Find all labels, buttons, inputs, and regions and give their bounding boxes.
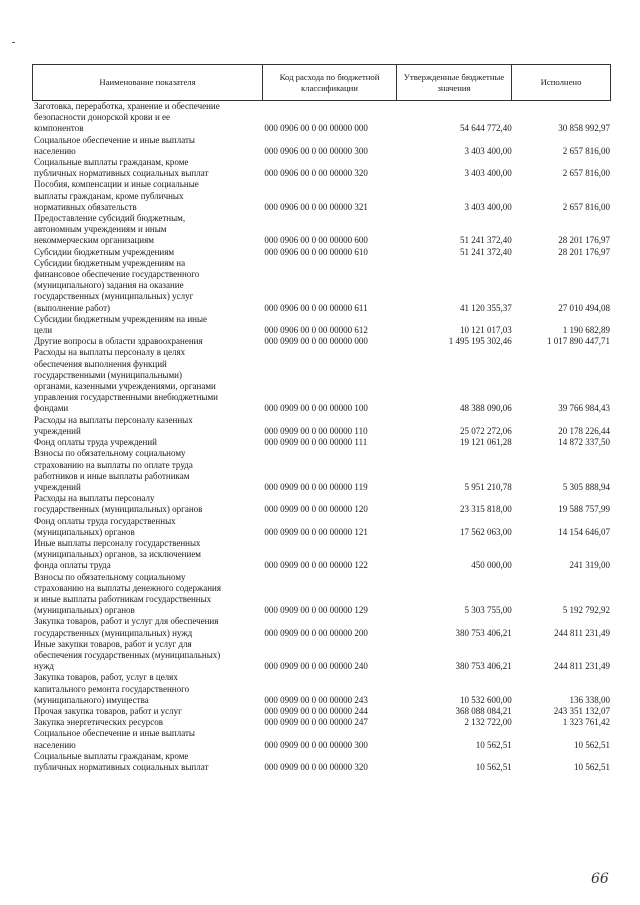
row-executed: 5 192 792,92 xyxy=(562,605,610,616)
row-name-line: Прочая закупка товаров, работ и услуг xyxy=(34,705,182,716)
row-code: 000 0909 00 0 00 00000 129 xyxy=(264,605,368,616)
row-approved: 10 121 017,03 xyxy=(459,325,512,336)
row-name-line: нужд xyxy=(34,661,54,672)
row-approved: 41 120 355,37 xyxy=(459,302,512,313)
row-name xyxy=(32,706,260,717)
table-row xyxy=(32,751,610,773)
row-executed: 27 010 494,08 xyxy=(558,302,610,313)
row-name-line: Предоставление субсидий бюджетным, xyxy=(34,213,186,224)
row-name-line: Расходы на выплаты персоналу в целях xyxy=(34,347,186,358)
row-name xyxy=(32,572,260,617)
row-code: 000 0909 00 0 00 00000 100 xyxy=(264,403,368,414)
row-approved: 3 403 400,00 xyxy=(464,168,512,179)
table-row xyxy=(32,538,610,572)
row-name-line: обеспечения государственных (муниципальных) xyxy=(34,649,221,660)
table-row xyxy=(32,516,610,538)
row-name-line: Фонд оплаты труда государственных xyxy=(34,515,176,526)
row-name-line: финансовое обеспечение государственного xyxy=(34,269,200,280)
row-code: 000 0909 00 0 00 00000 200 xyxy=(264,627,368,638)
row-name-line: компонентов xyxy=(34,123,84,134)
row-executed: 1 190 682,89 xyxy=(562,325,610,336)
row-name-line: Социальные выплаты гражданам, кроме xyxy=(34,750,189,761)
row-approved: 23 315 818,00 xyxy=(459,504,512,515)
header-approved: Утвержденные бюджетные значения xyxy=(397,65,512,101)
row-approved: 10 562,51 xyxy=(475,739,512,750)
row-executed: 10 562,51 xyxy=(574,739,610,750)
row-code: 000 0909 00 0 00 00000 119 xyxy=(264,481,368,492)
row-code: 000 0909 00 0 00 00000 000 xyxy=(264,336,368,347)
row-name-line: населению xyxy=(34,739,76,750)
row-code: 000 0909 00 0 00 00000 111 xyxy=(264,437,368,448)
row-code: 000 0906 00 0 00 00000 610 xyxy=(264,246,368,257)
table-row xyxy=(32,258,610,314)
row-name-line: Закупка товаров, работ и услуг для обеспечения xyxy=(34,616,219,627)
row-name-line: цели xyxy=(34,325,53,336)
row-executed: 30 858 992,97 xyxy=(558,123,610,134)
row-code: 000 0909 00 0 00 00000 240 xyxy=(264,661,368,672)
row-code: 000 0909 00 0 00 00000 243 xyxy=(264,694,368,705)
row-name xyxy=(32,157,260,179)
table-row xyxy=(32,347,610,414)
row-name-line: и иные выплаты работникам государственных xyxy=(34,593,212,604)
row-executed: 10 562,51 xyxy=(574,761,610,772)
table-row xyxy=(32,336,610,347)
header-name: Наименование показателя xyxy=(33,65,263,101)
row-name xyxy=(32,728,260,750)
row-name-line: Закупка товаров, работ, услуг в целях xyxy=(34,672,178,683)
row-name xyxy=(32,247,260,258)
row-name-line: Взносы по обязательному социальному xyxy=(34,448,186,459)
row-approved: 51 241 372,40 xyxy=(459,246,512,257)
table-row xyxy=(32,437,610,448)
row-name-line: публичных нормативных социальных выплат xyxy=(34,761,209,772)
row-code: 000 0906 00 0 00 00000 321 xyxy=(264,201,368,212)
row-name xyxy=(32,672,260,706)
row-name-line: Иные закупки товаров, работ и услуг для xyxy=(34,638,192,649)
row-name-line: (муниципального) задания на оказание xyxy=(34,280,184,291)
row-name-line: автономным учреждениям и иным xyxy=(34,224,167,235)
row-name-line: (выполнение работ) xyxy=(34,302,111,313)
row-code: 000 0909 00 0 00 00000 320 xyxy=(264,761,368,772)
row-name xyxy=(32,347,260,414)
row-name-line: государственных (муниципальных) нужд xyxy=(34,627,193,638)
row-name-line: Пособия, компенсации и иные социальные xyxy=(34,179,199,190)
row-name-line: выплаты гражданам, кроме публичных xyxy=(34,190,184,201)
row-approved: 1 495 195 302,46 xyxy=(448,336,512,347)
row-name xyxy=(32,538,260,572)
row-executed: 1 323 761,42 xyxy=(562,717,610,728)
table-row xyxy=(32,616,610,638)
row-approved: 368 088 084,21 xyxy=(455,705,512,716)
row-name-line: безопасности донорской крови и ее xyxy=(34,112,171,123)
table-row xyxy=(32,728,610,750)
row-name-line: учреждений xyxy=(34,425,81,436)
row-executed: 2 657 816,00 xyxy=(562,145,610,156)
row-code: 000 0909 00 0 00 00000 121 xyxy=(264,526,368,537)
row-name-line: органами, казенными учреждениями, органами xyxy=(34,381,216,392)
row-name-line: Социальное обеспечение и иные выплаты xyxy=(34,134,195,145)
row-approved: 10 562,51 xyxy=(475,761,512,772)
row-approved: 17 562 063,00 xyxy=(459,526,512,537)
row-name-line: Заготовка, переработка, хранение и обеспечение xyxy=(34,101,220,111)
table-row xyxy=(32,247,610,258)
row-name xyxy=(32,101,260,135)
row-name-line: капитального ремонта государственного xyxy=(34,683,190,694)
row-code: 000 0909 00 0 00 00000 300 xyxy=(264,739,368,750)
row-code: 000 0906 00 0 00 00000 612 xyxy=(264,325,368,336)
table-row xyxy=(32,179,610,213)
row-approved: 25 072 272,06 xyxy=(459,425,512,436)
table-row xyxy=(32,135,610,157)
row-executed: 136 338,00 xyxy=(569,694,610,705)
row-code: 000 0909 00 0 00 00000 110 xyxy=(264,425,368,436)
row-code: 000 0909 00 0 00 00000 122 xyxy=(264,560,368,571)
row-name xyxy=(32,717,260,728)
row-name-line: Субсидии бюджетным учреждениям на xyxy=(34,257,186,268)
row-name-line: государственными (муниципальными) xyxy=(34,369,182,380)
row-name xyxy=(32,213,260,247)
row-name xyxy=(32,314,260,336)
table-row xyxy=(32,448,610,493)
row-name-line: Взносы по обязательному социальному xyxy=(34,571,186,582)
row-code: 000 0906 00 0 00 00000 000 xyxy=(264,123,368,134)
scan-mark xyxy=(12,42,15,43)
table-row xyxy=(32,717,610,728)
row-name xyxy=(32,437,260,448)
row-approved: 380 753 406,21 xyxy=(455,661,512,672)
row-approved: 10 532 600,00 xyxy=(459,694,512,705)
row-name xyxy=(32,639,260,673)
page-number: 66 xyxy=(591,871,609,887)
row-name-line: Субсидии бюджетным учреждениям xyxy=(34,246,175,257)
row-code: 000 0909 00 0 00 00000 247 xyxy=(264,717,368,728)
row-executed: 28 201 176,97 xyxy=(558,235,610,246)
row-name-line: Иные выплаты персоналу государственных xyxy=(34,537,201,548)
row-name-line: публичных нормативных социальных выплат xyxy=(34,168,209,179)
row-code: 000 0909 00 0 00 00000 244 xyxy=(264,705,368,716)
row-approved: 5 951 210,78 xyxy=(464,481,512,492)
row-executed: 2 657 816,00 xyxy=(562,168,610,179)
row-executed: 244 811 231,49 xyxy=(554,627,610,638)
row-approved: 5 303 755,00 xyxy=(464,605,512,616)
row-name-line: страхованию на выплаты по оплате труда xyxy=(34,459,193,470)
table-row xyxy=(32,213,610,247)
table-row xyxy=(32,672,610,706)
row-name xyxy=(32,751,260,773)
row-name-line: Фонд оплаты труда учреждений xyxy=(34,437,157,448)
row-name-line: населению xyxy=(34,145,76,156)
row-name-line: Субсидии бюджетным учреждениям на иные xyxy=(34,313,208,324)
row-name xyxy=(32,336,260,347)
row-name-line: фонда оплаты труда xyxy=(34,560,111,571)
row-name-line: фондами xyxy=(34,403,69,414)
row-name-line: государственных (муниципальных) органов xyxy=(34,504,203,515)
row-name-line: (муниципальных) органов xyxy=(34,605,135,616)
table-row xyxy=(32,101,610,135)
table-row xyxy=(32,639,610,673)
row-approved: 3 403 400,00 xyxy=(464,145,512,156)
row-name xyxy=(32,493,260,515)
row-executed: 244 811 231,49 xyxy=(554,661,610,672)
row-name-line: Другие вопросы в области здравоохранения xyxy=(34,336,203,347)
row-executed: 19 588 757,99 xyxy=(558,504,610,515)
row-executed: 39 766 984,43 xyxy=(558,403,610,414)
row-executed: 14 154 646,07 xyxy=(558,526,610,537)
row-name-line: учреждений xyxy=(34,481,81,492)
row-name xyxy=(32,616,260,638)
row-name xyxy=(32,448,260,493)
row-name-line: Социальное обеспечение и иные выплаты xyxy=(34,728,195,739)
row-name-line: обеспечения выполнения функций xyxy=(34,358,167,369)
row-executed: 1 017 890 447,71 xyxy=(547,336,610,347)
table-body xyxy=(32,101,610,773)
row-name-line: Расходы на выплаты персоналу казенных xyxy=(34,414,193,425)
row-name xyxy=(32,135,260,157)
row-approved: 380 753 406,21 xyxy=(455,627,512,638)
row-code: 000 0906 00 0 00 00000 320 xyxy=(264,168,368,179)
row-name-line: некоммерческим организациям xyxy=(34,235,154,246)
row-code: 000 0906 00 0 00 00000 300 xyxy=(264,145,368,156)
row-executed: 20 178 226,44 xyxy=(558,425,610,436)
row-name-line: нормативных обязательств xyxy=(34,201,137,212)
row-approved: 2 132 722,00 xyxy=(464,717,512,728)
row-name-line: работников и иные выплаты работникам xyxy=(34,470,190,481)
row-name-line: управления государственными внебюджетными xyxy=(34,392,218,403)
row-name-line: Социальные выплаты гражданам, кроме xyxy=(34,157,189,168)
row-executed: 2 657 816,00 xyxy=(562,201,610,212)
row-name xyxy=(32,179,260,213)
row-name-line: страхованию на выплаты денежного содержания xyxy=(34,582,222,593)
row-approved: 54 644 772,40 xyxy=(459,123,512,134)
row-executed: 243 351 132,07 xyxy=(553,705,610,716)
row-executed: 14 872 337,50 xyxy=(558,437,610,448)
row-executed: 241 319,00 xyxy=(569,560,610,571)
row-executed: 5 305 888,94 xyxy=(562,481,610,492)
row-name-line: государственных (муниципальных) услуг xyxy=(34,291,194,302)
row-approved: 3 403 400,00 xyxy=(464,201,512,212)
row-name-line: (муниципальных) органов xyxy=(34,526,135,537)
row-name-line: (муниципального) имущества xyxy=(34,694,149,705)
row-code: 000 0906 00 0 00 00000 600 xyxy=(264,235,368,246)
table-row xyxy=(32,157,610,179)
row-name xyxy=(32,516,260,538)
row-name xyxy=(32,415,260,437)
header-code: Код расхода по бюджетной классификации xyxy=(263,65,397,101)
table-row xyxy=(32,572,610,617)
table-row xyxy=(32,415,610,437)
row-approved: 450 000,00 xyxy=(471,560,512,571)
row-code: 000 0906 00 0 00 00000 611 xyxy=(264,302,368,313)
table-row xyxy=(32,314,610,336)
row-name-line: Расходы на выплаты персоналу xyxy=(34,493,155,504)
row-name xyxy=(32,258,260,314)
row-approved: 19 121 061,28 xyxy=(459,437,512,448)
row-approved: 51 241 372,40 xyxy=(459,235,512,246)
row-name-line: Закупка энергетических ресурсов xyxy=(34,717,164,728)
row-approved: 48 388 090,06 xyxy=(459,403,512,414)
row-name-line: (муниципальных) органов, за исключением xyxy=(34,549,202,560)
table-header xyxy=(32,64,611,101)
table-row xyxy=(32,706,610,717)
row-executed: 28 201 176,97 xyxy=(558,246,610,257)
table-row xyxy=(32,493,610,515)
header-executed: Исполнено xyxy=(512,65,611,101)
row-code: 000 0909 00 0 00 00000 120 xyxy=(264,504,368,515)
